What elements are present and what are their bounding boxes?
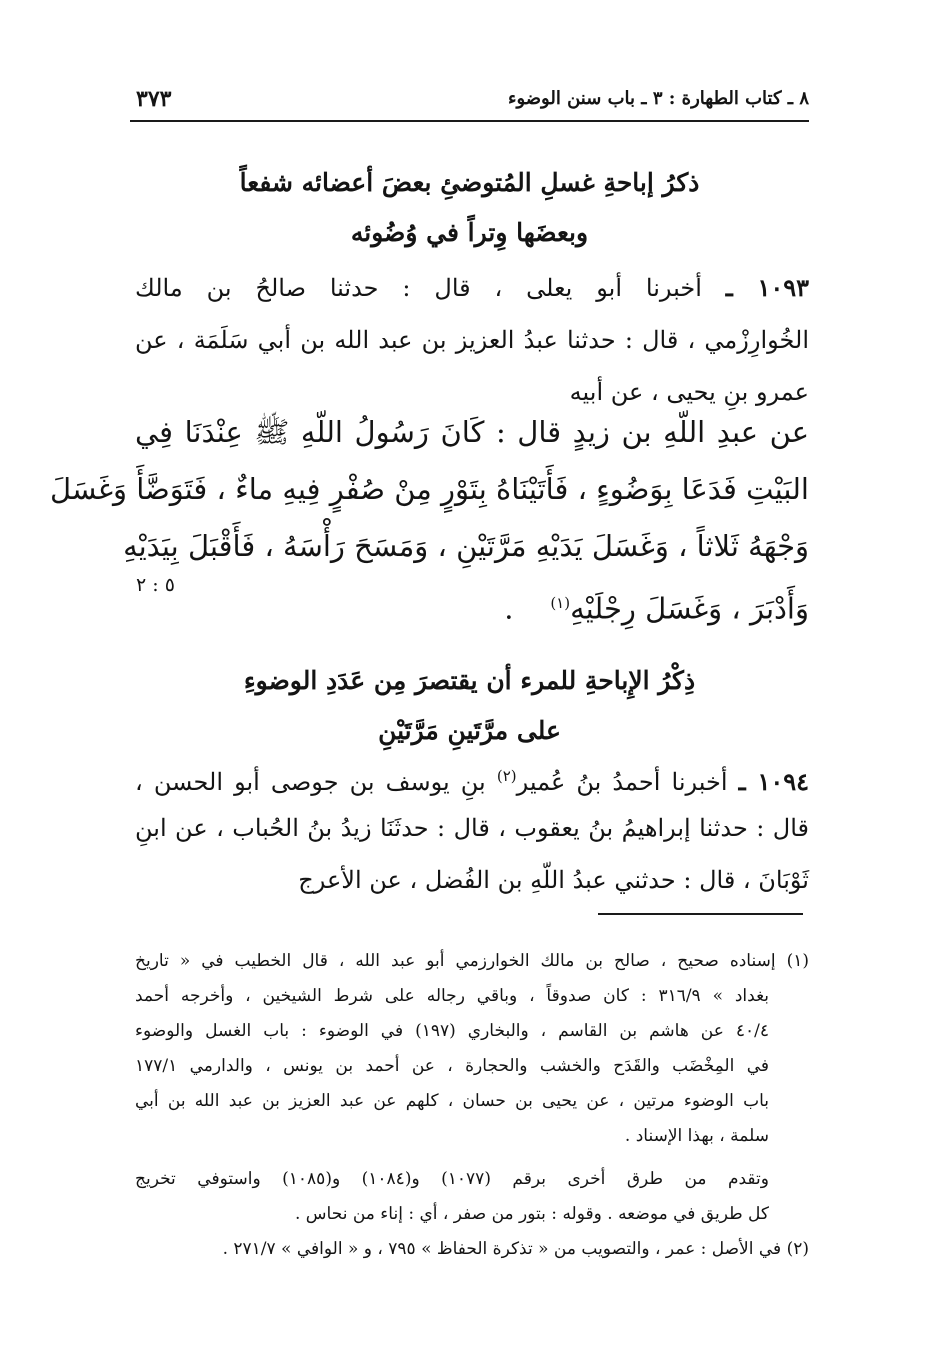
isnad-line: عمرو بنِ يحيى ، عن أبيه [569,378,809,406]
isnad-line: الخُوارِزْمي ، قال : حدثنا عبدُ العزيز بن عبد الله بن أبي سَلَمَة ، عن [135,326,809,354]
footnote-line: (١) إسناده صحيح ، صالح بن مالك الخوارزمي أبو عبد الله ، قال الخطيب في « تاريخ [135,951,809,971]
isnad-line: ثَوْبَانَ ، قال : حدثني عبدُ اللّهِ بن الفُضل ، عن الأعرج [298,866,809,894]
footnote-line: وتقدم من طرق أخرى برقم (١٠٧٧) و(١٠٨٤) و(١٠٨٥) واستوفي تخريج [135,1169,769,1189]
heading-line: على مرَّتَينِ مَرَّتَيْنِ [378,716,561,745]
footnote-line: ٤٠/٤ عن هاشم بن القاسم ، والبخاري (١٩٧) في الوضوء : باب الغسل والوضوء [135,1021,770,1041]
footnote-line: كل طريق في موضعه . وقوله : بتور من صفر ، أي : إناء من نحاس . [295,1204,769,1224]
footnote [135,944,809,1154]
footnote-marker: (١) [550,594,571,612]
footnote-line: (٢) في الأصل : عمر ، والتصويب من « تذكرة الحفاظ » ٧٩٥ ، و « الوافي » ٢٧١/٧ . [222,1239,809,1259]
footnote-line: سلمة ، بهذا الإسناد . [624,1126,769,1146]
marginal-reference: ٥ : ٢ [136,574,175,596]
footnote-line: في المِخْضَب والقَدَح والخشب والحجارة ، عن أحمد بن يونس ، والدارمي ١٧٧/١ [135,1056,769,1076]
chapter-heading [130,656,809,756]
matn-line: عن عبدِ اللّهِ بن زيدٍ قال : كَانَ رَسُولُ اللّهِ ﷺ عِنْدَنَا فِي [135,415,809,449]
chapter-heading [130,158,809,258]
matn-line: وَجْهَهُ ثَلاثاً ، وَغَسَلَ يَدَيْهِ مَرَّتَيْنِ ، وَمَسَحَ رَأْسَهُ ، فَأَقْبَلَ بِيَدَيْهِ [123,529,809,563]
running-title: ٨ ـ كتاب الطهارة : ٣ ـ باب سنن الوضوء [507,88,809,109]
footnote [135,1232,809,1267]
footnote [135,1162,809,1232]
hadith-matn [50,404,809,632]
matn-line [135,575,809,632]
matn-text: وَأَدْبَرَ ، وَغَسَلَ رِجْلَيْهِ [570,591,809,626]
isnad-line [135,262,809,314]
isnad-line: قال : حدثنا إبراهيمُ بنُ يعقوب ، قال : حدثَنَا زيدُ بنُ الحُباب ، عن ابنِ [135,814,809,842]
matn-line: البَيْتِ فَدَعَا بِوَضُوءٍ ، فَأَتَيْنَاهُ بِتَوْرٍ مِنْ صُفْرٍ فِيهِ ماءٌ ، فَتَوَضَّأَ وَغَسَلَ [50,472,809,506]
isnad-text: بنِ يوسف بن جوصى أبو الحسن ، [135,768,497,796]
page-number: ٣٧٣ [136,86,172,112]
hadith-number: ١٠٩٣ ـ [725,273,809,302]
hadith-isnad [135,750,809,906]
running-header [130,86,809,122]
heading-line: وبعضَها وِتراً في وُضُوئه [350,218,589,247]
end-mark: . [504,591,514,626]
footnote-marker: (٢) [496,767,517,785]
isnad-text: أخبرنا أحمدُ بنُ عُمير [516,768,728,796]
footnotes [135,944,809,1267]
hadith-number: ١٠٩٤ ـ [738,767,809,796]
footnote-line: بغداد » ٣١٦/٩ : كان صدوقاً ، وباقي رجاله على شرط الشيخين ، وأخرجه أحمد [135,986,770,1006]
footnote-separator [598,913,803,915]
heading-line: ذكرُ إباحةِ غسلِ المُتوضئِ بعضَ أعضائه شفعاً [239,168,700,197]
heading-line: ذِكْرُ الإِباحةِ للمرء أن يقتصرَ مِن عَدَدِ الوضوءِ [243,666,696,695]
hadith-isnad [135,262,809,418]
isnad-text: أخبرنا أبو يعلى ، قال : حدثنا صالحُ بن مالك [135,274,702,302]
footnote-line: باب الوضوء مرتين ، عن يحيى بن حسان ، كلهم عن عبد العزيز بن عبد الله بن أبي [135,1091,769,1111]
isnad-line [135,750,809,802]
